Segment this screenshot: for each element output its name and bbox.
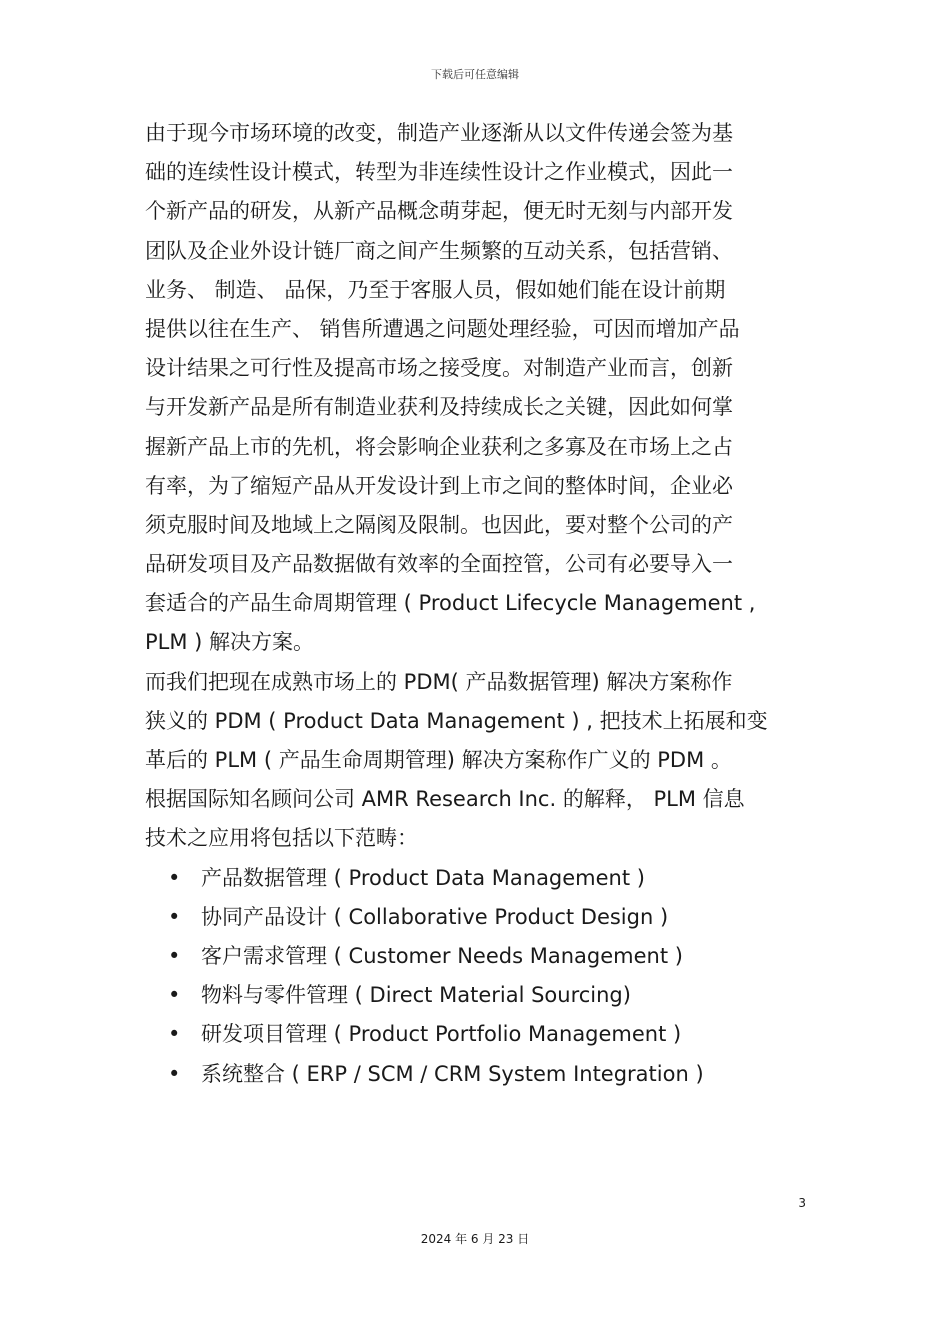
text-line: 狭义的 PDM ( Product Data Management ) , 把技术上拓展和变 <box>145 708 768 733</box>
list-item-text: 物料与零件管理 ( Direct Material Sourcing) <box>201 983 631 1008</box>
page-footer-date: 2024 年 6 月 23 日 <box>420 1232 530 1246</box>
text-line: 设计结果之可行性及提高市场之接受度。对制造产业而言，创新 <box>145 356 733 381</box>
paragraph-pdm-definition <box>145 663 810 859</box>
page-number: 3 <box>798 1196 806 1210</box>
list-item <box>145 1055 810 1094</box>
list-item-text: 协同产品设计 ( Collaborative Product Design ) <box>201 904 669 929</box>
document-body <box>145 114 810 1094</box>
text-line: PLM ) 解决方案。 <box>145 630 315 655</box>
list-item-text: 研发项目管理 ( Product Portfolio Management ) <box>201 1022 682 1047</box>
list-item <box>145 859 810 898</box>
text-line: 须克服时间及地域上之隔阂及限制。也因此，要对整个公司的产 <box>145 512 733 537</box>
bullet-icon: • <box>168 943 181 968</box>
text-line: 握新产品上市的先机，将会影响企业获利之多寡及在市场上之占 <box>145 434 733 459</box>
text-line: 团队及企业外设计链厂商之间产生频繁的互动关系，包括营销、 <box>145 238 733 263</box>
list-item <box>145 898 810 937</box>
text-line: 有率，为了缩短产品从开发设计到上市之间的整体时间，企业必 <box>145 473 733 498</box>
text-line: 业务、 制造、 品保，乃至于客服人员，假如她们能在设计前期 <box>145 277 726 302</box>
text-line: 由于现今市场环境的改变，制造产业逐渐从以文件传递会签为基 <box>145 121 733 145</box>
list-item <box>145 1015 810 1054</box>
text-line: 套适合的产品生命周期管理 ( Product Lifecycle Management , <box>145 591 756 616</box>
text-line: 革后的 PLM ( 产品生命周期管理) 解决方案称作广义的 PDM 。 <box>145 748 732 772</box>
bullet-icon: • <box>168 904 181 929</box>
text-line: 技术之应用将包括以下范畴： <box>145 826 418 851</box>
list-item <box>145 937 810 976</box>
bullet-icon: • <box>168 865 181 890</box>
text-line: 品研发项目及产品数据做有效率的全面控管，公司有必要导入一 <box>145 552 733 577</box>
page-header: 下载后可任意编辑 <box>431 68 519 81</box>
list-item-text: 产品数据管理 ( Product Data Management ) <box>201 865 645 890</box>
text-line: 提供以往在生产、 销售所遭遇之问题处理经验，可因而增加产品 <box>145 316 740 341</box>
plm-scope-list <box>145 859 810 1094</box>
list-item-text: 客户需求管理 ( Customer Needs Management ) <box>201 943 683 968</box>
text-line: 础的连续性设计模式，转型为非连续性设计之作业模式，因此一 <box>145 160 733 185</box>
list-item <box>145 976 810 1015</box>
text-line: 而我们把现在成熟市场上的 PDM( 产品数据管理) 解决方案称作 <box>145 669 733 694</box>
list-item-text: 系统整合 ( ERP / SCM / CRM System Integration ) <box>201 1061 704 1086</box>
paragraph-intro <box>145 114 810 663</box>
bullet-icon: • <box>168 1022 181 1047</box>
text-line: 与开发新产品是所有制造业获利及持续成长之关键，因此如何掌 <box>145 395 733 420</box>
bullet-icon: • <box>168 983 181 1008</box>
text-line: 根据国际知名顾问公司 AMR Research Inc. 的解释， PLM 信息 <box>145 787 745 812</box>
text-line: 个新产品的研发，从新产品概念萌芽起，便无时无刻与内部开发 <box>145 199 733 224</box>
bullet-icon: • <box>168 1061 181 1086</box>
